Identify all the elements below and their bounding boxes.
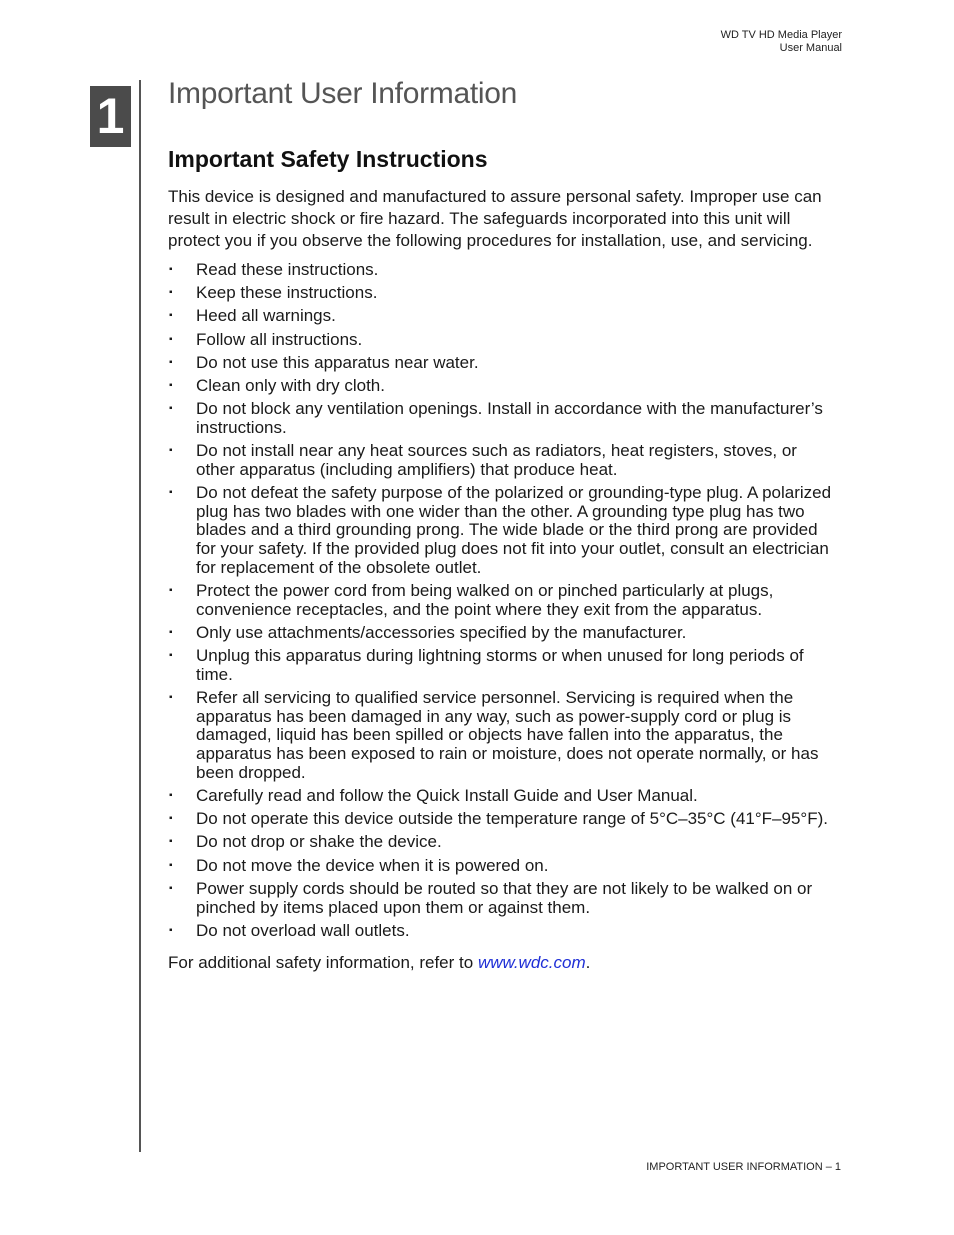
bullet-icon: ▪ <box>169 813 173 825</box>
instruction-text: Do not block any ventilation openings. Install in accordance with the manufacturer’s instructions. <box>196 399 823 437</box>
instruction-item <box>168 689 840 783</box>
bullet-icon: ▪ <box>169 310 173 322</box>
bullet-icon: ▪ <box>169 585 173 597</box>
bullet-icon: ▪ <box>169 333 173 345</box>
bullet-icon: ▪ <box>169 287 173 299</box>
page-content <box>168 76 840 974</box>
additional-info-text: For additional safety information, refer to <box>168 952 478 972</box>
instruction-item <box>168 354 840 373</box>
instruction-text: Do not overload wall outlets. <box>196 920 410 940</box>
instruction-text: Keep these instructions. <box>196 283 378 303</box>
bullet-icon: ▪ <box>169 650 173 662</box>
instruction-item <box>168 857 840 876</box>
instruction-item <box>168 400 840 437</box>
instruction-item <box>168 442 840 479</box>
instruction-item <box>168 922 840 941</box>
instruction-text: Unplug this apparatus during lightning storms or when unused for long periods of time. <box>196 646 804 684</box>
instruction-text: Only use attachments/accessories specified by the manufacturer. <box>196 622 687 642</box>
instruction-item <box>168 284 840 303</box>
bullet-icon: ▪ <box>169 356 173 368</box>
wdc-website-link[interactable]: www.wdc.com <box>477 952 586 972</box>
instruction-item <box>168 261 840 280</box>
bullet-icon: ▪ <box>169 859 173 871</box>
instruction-item <box>168 484 840 578</box>
instruction-item <box>168 787 840 806</box>
instruction-text: Heed all warnings. <box>196 306 336 326</box>
instruction-item <box>168 582 840 619</box>
additional-info-period: . <box>585 952 591 972</box>
header-doc-type: User Manual <box>779 42 842 54</box>
instruction-item <box>168 377 840 396</box>
bullet-icon: ▪ <box>169 264 173 275</box>
instruction-text: Clean only with dry cloth. <box>196 376 385 396</box>
bullet-icon: ▪ <box>169 445 173 457</box>
bullet-icon: ▪ <box>169 924 173 936</box>
chapter-divider-line <box>139 80 141 1152</box>
instruction-text: Carefully read and follow the Quick Install Guide and User Manual. <box>196 786 698 806</box>
bullet-icon: ▪ <box>169 882 173 894</box>
instruction-text: Read these instructions. <box>196 260 379 279</box>
instruction-item <box>168 810 840 829</box>
instruction-text: Do not use this apparatus near water. <box>196 352 479 372</box>
document-header <box>721 29 842 55</box>
instruction-text: Do not install near any heat sources such as radiators, heat registers, stoves, or other apparatus (including amplifiers) that produce heat. <box>196 441 797 479</box>
chapter-title: Important User Information <box>168 77 518 110</box>
bullet-icon: ▪ <box>169 626 173 638</box>
additional-info-note <box>168 952 840 974</box>
instruction-text: Protect the power cord from being walked on or pinched particularly at plugs, convenience receptacles, and the point where they exit from the apparatus. <box>196 581 774 619</box>
header-product-name: WD TV HD Media Player <box>720 29 842 41</box>
instruction-text: Do not move the device when it is powered on. <box>196 855 549 875</box>
instruction-text: Follow all instructions. <box>196 329 363 349</box>
safety-instructions-list <box>168 261 840 941</box>
chapter-number-badge: 1 <box>90 86 131 147</box>
page-footer: IMPORTANT USER INFORMATION – 1 <box>646 1161 841 1173</box>
bullet-icon: ▪ <box>169 692 173 704</box>
section-intro: This device is designed and manufactured to assure personal safety. Improper use can result in electric shock or fire hazard. The safeguards incorporated into this unit will protect you if you observe the following procedures for installation, use, and servicing. <box>168 187 822 250</box>
bullet-icon: ▪ <box>169 836 173 848</box>
section-title: Important Safety Instructions <box>168 146 488 172</box>
instruction-item <box>168 307 840 326</box>
instruction-text: Refer all servicing to qualified service personnel. Servicing is required when the apparatus has been damaged in any way, such as power-supply cord or plug is damaged, liquid has been spilled or objects have fallen into the apparatus, the apparatus has been exposed to rain or moisture, does not operate normally, or has been dropped. <box>196 688 819 782</box>
instruction-text: Do not defeat the safety purpose of the polarized or grounding-type plug. A polarized plug has two blades with one wider than the other. A grounding type plug has two blades and a third grounding prong. The wide blade or the third prong are provided for your safety. If the provided plug does not fit into your outlet, consult an electrician for replacement of the obsolete outlet. <box>196 483 832 577</box>
instruction-item <box>168 880 840 917</box>
instruction-text: Do not operate this device outside the temperature range of 5°C–35°C (41°F–95°F). <box>196 809 828 829</box>
instruction-text: Power supply cords should be routed so that they are not likely to be walked on or pinched by items placed upon them or against them. <box>196 878 813 917</box>
bullet-icon: ▪ <box>169 487 173 499</box>
bullet-icon: ▪ <box>169 790 173 802</box>
instruction-item <box>168 331 840 350</box>
instruction-item <box>168 624 840 643</box>
bullet-icon: ▪ <box>169 403 173 415</box>
instruction-item <box>168 647 840 684</box>
instruction-text: Do not drop or shake the device. <box>196 832 442 852</box>
instruction-item <box>168 833 840 852</box>
bullet-icon: ▪ <box>169 380 173 392</box>
